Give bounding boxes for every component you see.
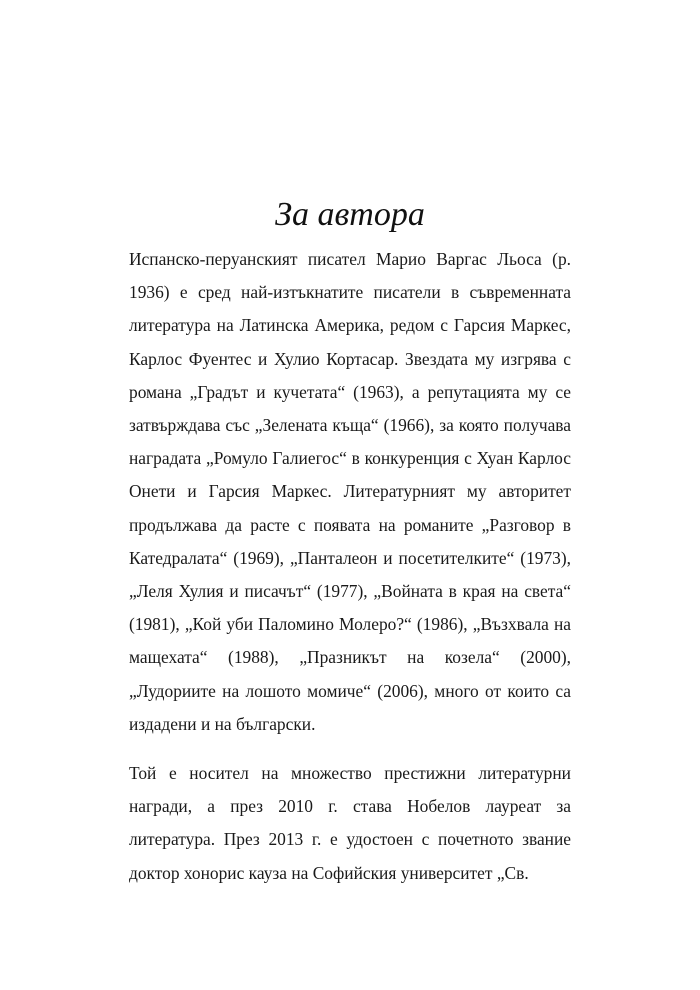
paragraph-awards: Той е носител на множество престижни литературни награди, а през 2010 г. става Нобелов лауреат за литература. През 2013 г. е удостоен с почетното звание доктор хонорис кауза на Софийския университет „Св. — [129, 763, 571, 883]
paragraph-biography: Испанско-перуанският писател Марио Варгас Льоса (р. 1936) е сред най-изтъкнатите писатели в съвременната литература на Латинска Америка, редом с Гарсия Маркес, Карлос Фуентес и Хулио Кортасар. Звездата му изгрява с романа „Градът и кучетата“ (1963), а репутацията му се затвърждава със „Зелената къща“ (1966), за която получава наградата „Ромуло Галиегос“ в конкуренция с Хуан Карлос Онети и Гарсия Маркес. Литературният му авторитет продължава да расте с появата на романите „Разговор в Катедралата“ (1969), „Панталеон и посетителките“ (1973), „Леля Хулия и писачът“ (1977), „Войната в края на света“ (1981), „Кой уби Паломино Молеро?“ (1986), „Възхвала на мащехата“ (1988), „Празникът на козела“ (2000), „Лудориите на лошото момиче“ (2006), много от които са издадени и на български. — [129, 249, 571, 734]
page-title: За автора — [275, 196, 425, 233]
body-text — [129, 243, 571, 890]
